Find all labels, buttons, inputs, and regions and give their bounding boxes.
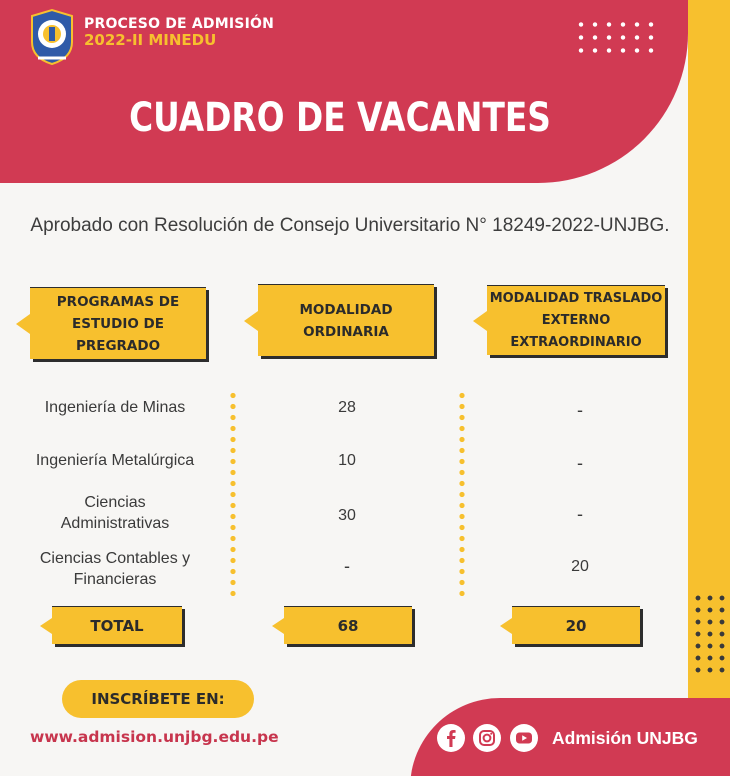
total-ordinary: 68 <box>284 606 412 644</box>
row-3-transfer: - <box>577 504 583 524</box>
total-notch <box>272 618 284 634</box>
row-4-program: Ciencias Contables y Financieras <box>39 550 191 588</box>
column-separator-left <box>230 390 236 596</box>
decorative-dots-top <box>574 18 662 58</box>
header-programs-line2: ESTUDIO DE PREGRADO <box>72 315 164 354</box>
youtube-icon[interactable] <box>509 723 539 753</box>
register-cta-pill: INSCRÍBETE EN: <box>62 680 254 718</box>
facebook-icon[interactable] <box>436 723 466 753</box>
social-handle: Admisión UNJBG <box>552 728 698 748</box>
row-3-ordinary: 30 <box>338 507 356 524</box>
row-4-transfer: 20 <box>571 558 589 575</box>
admission-website-link[interactable]: www.admision.unjbg.edu.pe <box>30 728 279 746</box>
total-notch <box>40 618 52 634</box>
brand-line2: 2022-II MINEDU <box>84 31 217 50</box>
header-notch <box>16 314 30 334</box>
header-programs <box>30 287 206 359</box>
row-2-ordinary: 10 <box>338 452 356 469</box>
header-notch <box>244 311 258 331</box>
total-label: TOTAL <box>52 606 182 644</box>
row-2-program: Ingeniería Metalúrgica <box>35 452 195 469</box>
row-2-transfer: - <box>577 453 583 473</box>
header-ordinary <box>258 284 434 356</box>
row-4-ordinary: - <box>344 556 350 576</box>
row-1-program: Ingeniería de Minas <box>44 399 186 416</box>
row-1-ordinary: 28 <box>338 399 356 416</box>
header-ordinary-line1: MODALIDAD <box>299 301 393 318</box>
header-ordinary-line2: ORDINARIA <box>303 323 389 340</box>
row-1-transfer: - <box>577 400 583 420</box>
decorative-dots-right <box>692 592 728 678</box>
resolution-subtitle: Aprobado con Resolución de Consejo Universitario N° 18249-2022-UNJBG. <box>30 215 670 236</box>
header-transfer <box>487 285 665 355</box>
university-seal-logo <box>28 8 76 66</box>
column-separator-right <box>459 390 465 596</box>
total-notch <box>500 618 512 634</box>
header-transfer-line1: MODALIDAD TRASLADO <box>489 290 663 306</box>
total-transfer: 20 <box>512 606 640 644</box>
header-programs-line1: PROGRAMAS DE <box>56 293 180 310</box>
brand-line1: PROCESO DE ADMISIÓN <box>84 16 275 32</box>
page-title: CUADRO DE VACANTES <box>129 95 551 141</box>
header-transfer-line2: EXTERNO EXTRAORDINARIO <box>510 312 642 350</box>
header-notch <box>473 311 487 331</box>
brand-text <box>84 16 274 49</box>
row-3-program: Ciencias Administrativas <box>60 494 170 532</box>
instagram-icon[interactable] <box>472 723 502 753</box>
